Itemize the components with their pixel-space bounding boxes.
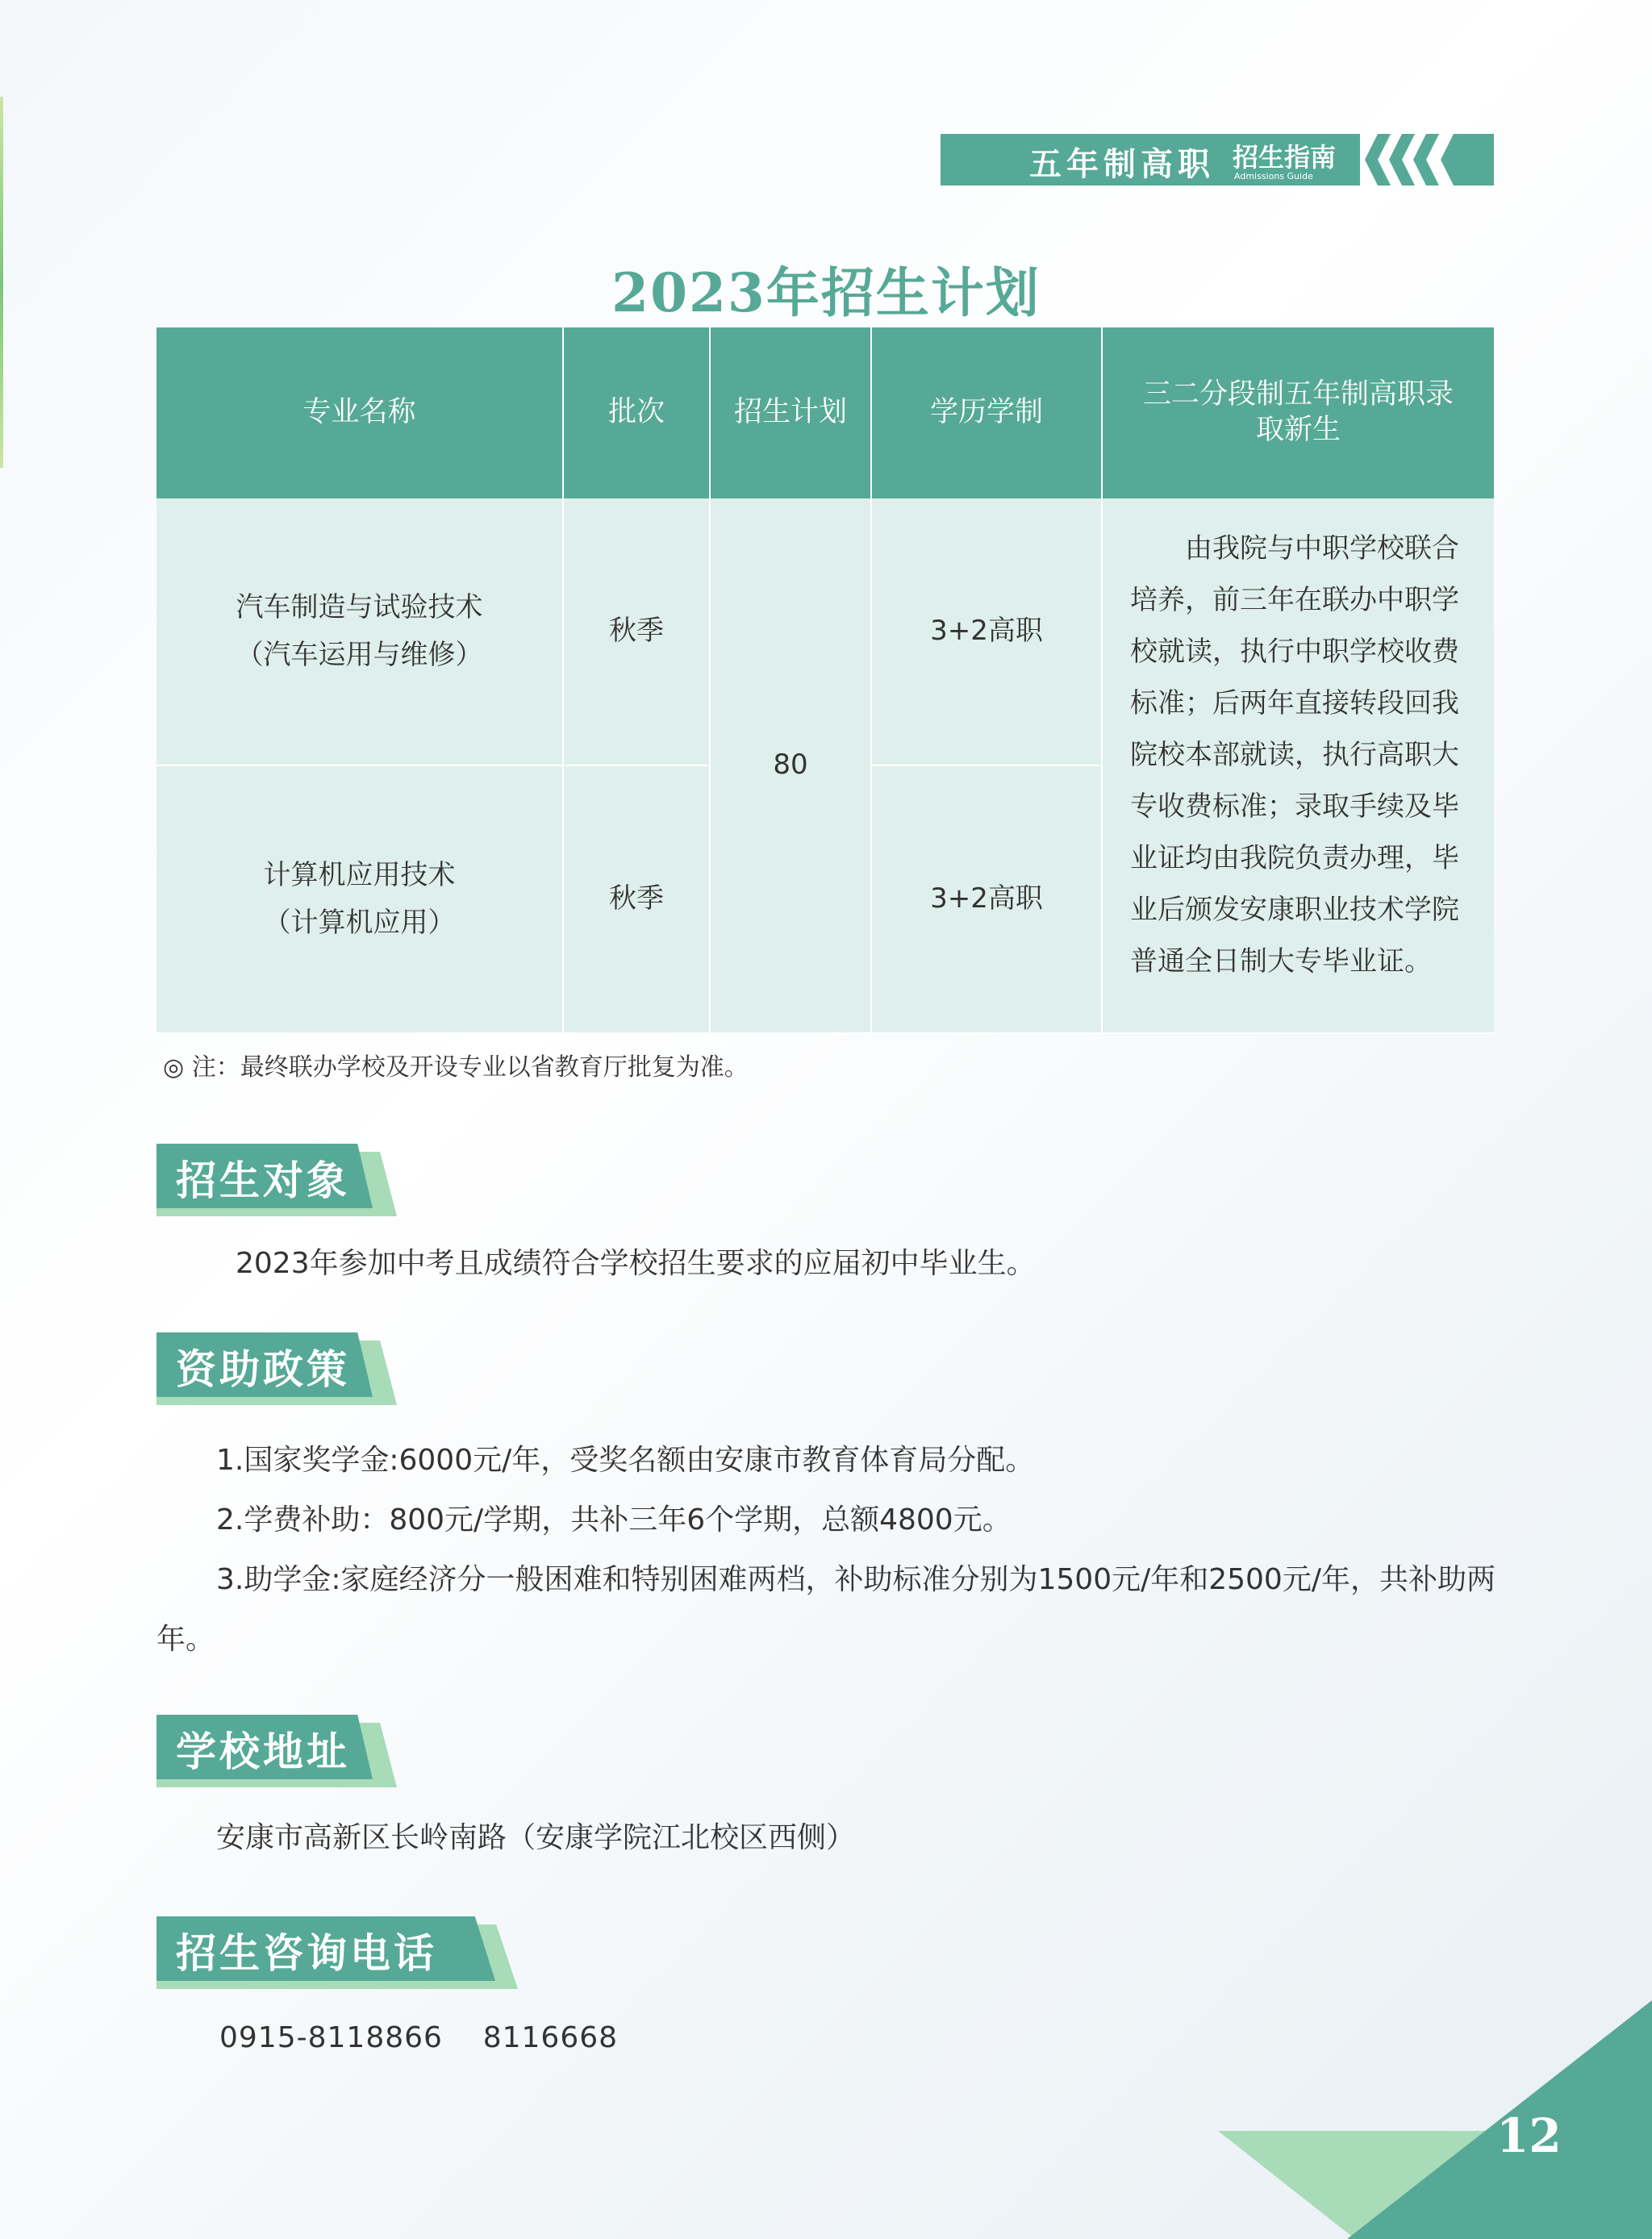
aid-item-1: 1.国家奖学金:6000元/年，受奖名额由安康市教育体育局分配。 xyxy=(216,1444,1035,1477)
header-plan: 招生计划 xyxy=(710,327,871,498)
note-cell: 由我院与中职学校联合培养，前三年在联办中职学校就读，执行中职学校收费标准；后两年直接转段回我院校本部就读，执行高职大专收费标准；录取手续及毕业证均由我院负责办理，毕业后颁发安康职业技术学院普通全日制大专毕业证。 xyxy=(1102,498,1494,1033)
header-note: 三二分段制五年制高职录取新生 xyxy=(1102,327,1494,498)
header-banner xyxy=(941,134,1494,186)
aid-item-3: 3.助学金:家庭经济分一般困难和特别困难两档，补助标准分别为1500元/年和2500元/年，共补助两 xyxy=(216,1563,1496,1596)
enrollment-plan-table xyxy=(156,327,1494,1034)
section-phone-text: 0915-8118866 8116668 xyxy=(219,2021,619,2054)
batch-cell: 秋季 xyxy=(563,498,710,765)
table-header-row xyxy=(156,327,1494,498)
plan-cell: 80 xyxy=(710,498,871,1033)
major-cell: 汽车制造与试验技术 （汽车运用与维修） xyxy=(156,498,563,765)
header-title: 五年制高职 xyxy=(1029,145,1215,183)
header-system: 学历学制 xyxy=(871,327,1102,498)
table-row xyxy=(156,498,1494,765)
page-title: 2023年招生计划 xyxy=(611,261,1041,324)
corner-decoration xyxy=(1210,1992,1652,2239)
batch-cell: 秋季 xyxy=(563,765,710,1033)
header-subtitle-en: Admissions Guide xyxy=(1234,171,1313,181)
header-major: 专业名称 xyxy=(156,327,563,498)
section-target-text: 2023年参加中考且成绩符合学校招生要求的应届初中毕业生。 xyxy=(236,1247,1036,1280)
major-cell: 计算机应用技术 （计算机应用） xyxy=(156,765,563,1033)
aid-item-3-cont: 年。 xyxy=(156,1623,215,1656)
header-batch: 批次 xyxy=(563,327,710,498)
section-address-text: 安康市高新区长岭南路（安康学院江北校区西侧） xyxy=(216,1821,856,1854)
chevrons-icon xyxy=(1360,134,1494,186)
header-subtitle: 招生指南 xyxy=(1233,142,1337,173)
system-cell: 3+2高职 xyxy=(871,498,1102,765)
aid-item-2: 2.学费补助：800元/学期，共补三年6个学期，总额4800元。 xyxy=(216,1503,1012,1536)
page-number: 12 xyxy=(1496,2108,1562,2163)
table-footnote: ◎ 注：最终联办学校及开设专业以省教育厅批复为准。 xyxy=(163,1053,749,1082)
system-cell: 3+2高职 xyxy=(871,765,1102,1033)
